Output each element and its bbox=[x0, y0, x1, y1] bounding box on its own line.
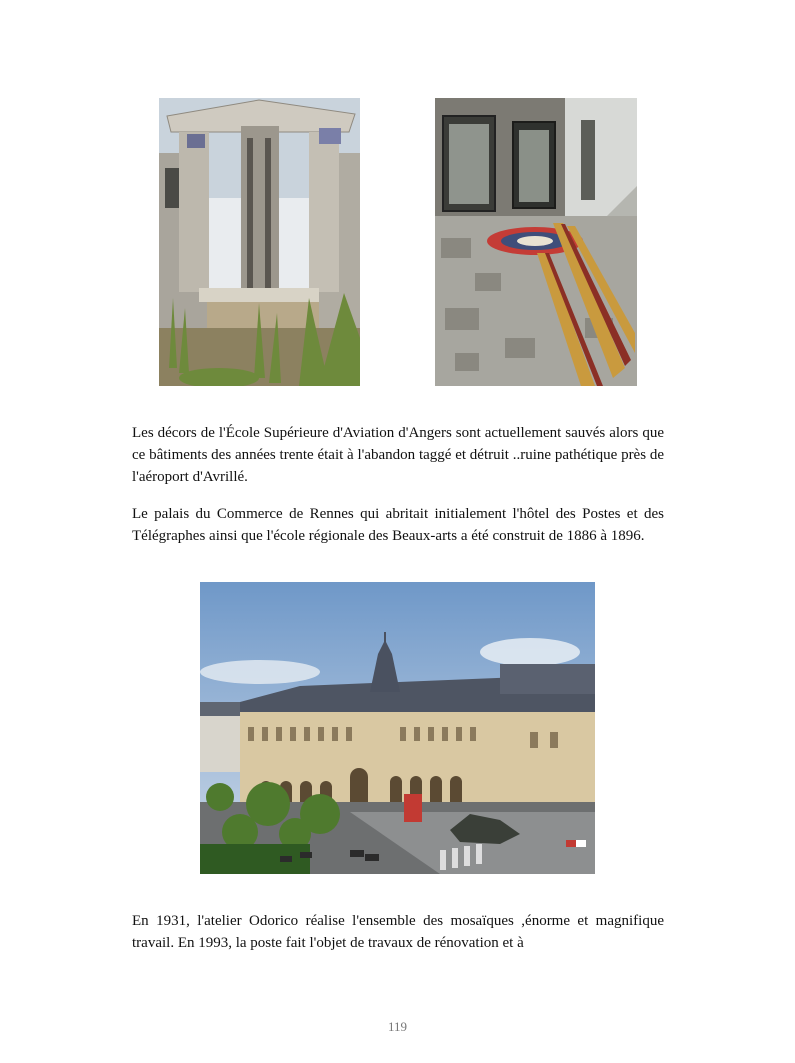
paragraph-aviation-school: Les décors de l'École Supérieure d'Aviation d'Angers sont actuellement sauvés alors que ce bâtiments des années trente était à l'abandon taggé et détruit ..ruine pathétique près de l'aéroport d'Avrillé. bbox=[132, 425, 664, 485]
palais-du-commerce-photo bbox=[200, 582, 595, 874]
mosaic-floor-photo bbox=[435, 98, 637, 386]
abandoned-portico-photo bbox=[159, 98, 360, 386]
paragraph-odorico-mosaics: En 1931, l'atelier Odorico réalise l'ensemble des mosaïques ,énorme et magnifique travail. En 1993, la poste fait l'objet de travaux de rénovation et à bbox=[132, 913, 664, 951]
paragraph-palais-du-commerce: Le palais du Commerce de Rennes qui abritait initialement l'hôtel des Postes et des Télégraphes ainsi que l'école régionale des Beaux-arts a été construit de 1886 à 1896. bbox=[132, 506, 664, 544]
page-number: 119 bbox=[387, 1019, 408, 1034]
